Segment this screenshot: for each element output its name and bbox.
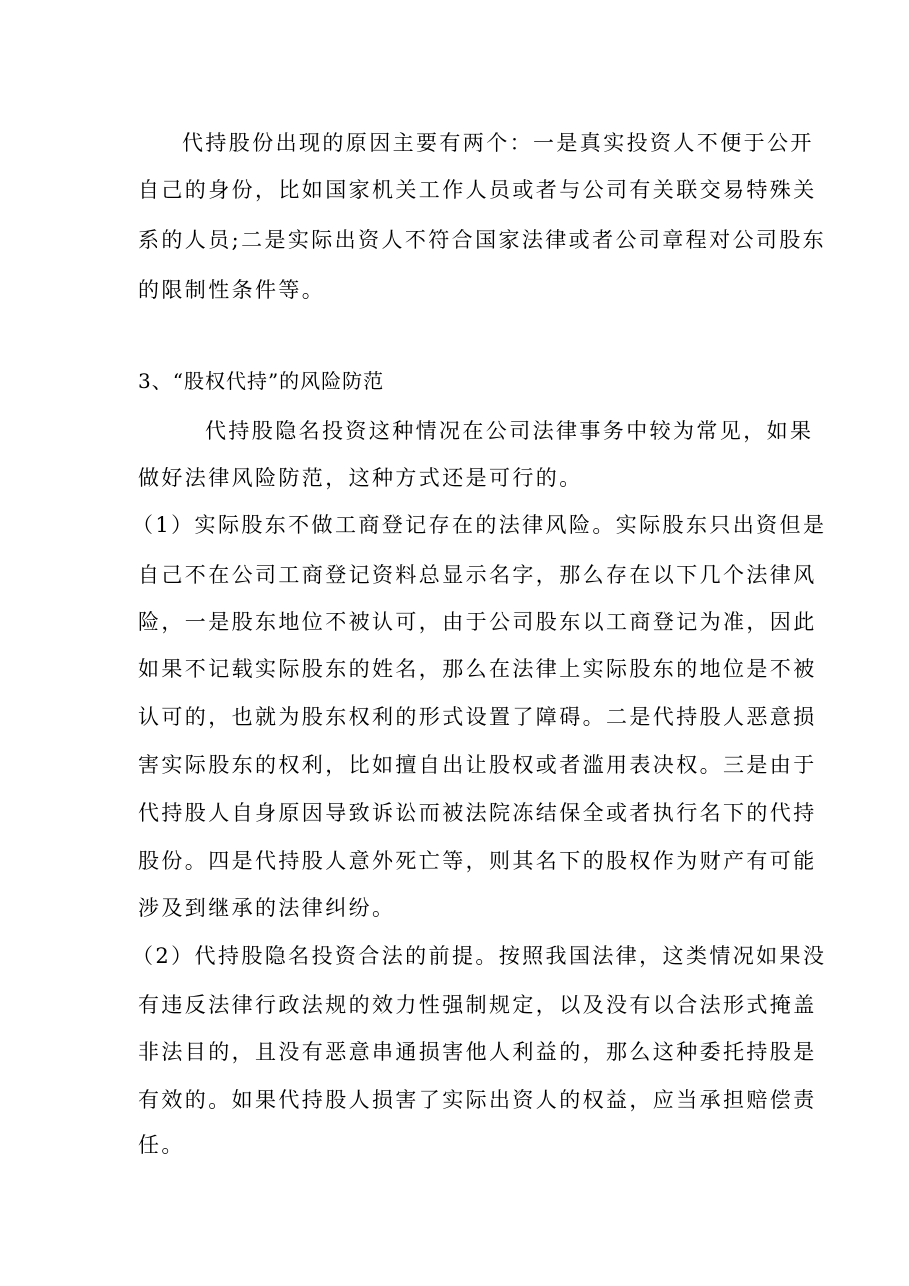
paragraph-1-line-2: 自己的身份，比如国家机关工作人员或者与公司有关联交易特殊关 [138,178,817,202]
paragraph-4-line-5: 任。 [138,1133,185,1157]
paragraph-3-line-2: 自己不在公司工商登记资料总显示名字，那么存在以下几个法律风 [138,563,817,587]
paragraph-3-line-5: 认可的，也就为股东权利的形式设置了障碍。二是代持股人恶意损 [138,705,817,729]
paragraph-4-line-1: （2）代持股隐名投资合法的前提。按照我国法律，这类情况如果没 [132,944,827,968]
paragraph-4-line-3: 非法目的，且没有恶意串通损害他人利益的，那么这种委托持股是 [138,1040,817,1064]
paragraph-1-line-4: 的限制性条件等。 [138,278,326,302]
section-heading: 3、“股权代持”的风险防范 [138,369,385,393]
paragraph-4-line-4: 有效的。如果代持股人损害了实际出资人的权益，应当承担赔偿责 [138,1088,817,1112]
paragraph-3-line-7: 代持股人自身原因导致诉讼而被法院冻结保全或者执行名下的代持 [138,801,817,825]
paragraph-1-line-3: 系的人员;二是实际出资人不符合国家法律或者公司章程对公司股东 [138,228,827,252]
paragraph-3-line-1: （1）实际股东不做工商登记存在的法律风险。实际股东只出资但是 [132,513,827,537]
paragraph-2-line-1: 代持股隐名投资这种情况在公司法律事务中较为常见，如果 [205,419,814,443]
paragraph-4-line-2: 有违反法律行政法规的效力性强制规定，以及没有以合法形式掩盖 [138,993,817,1017]
paragraph-1-line-1: 代持股份出现的原因主要有两个：一是真实投资人不便于公开 [182,131,814,155]
paragraph-3-line-9: 涉及到继承的法律纠纷。 [138,896,396,920]
paragraph-2-line-2: 做好法律风险防范，这种方式还是可行的。 [138,466,583,490]
paragraph-3-line-3: 险，一是股东地位不被认可，由于公司股东以工商登记为准，因此 [138,610,817,634]
paragraph-3-line-4: 如果不记载实际股东的姓名，那么在法律上实际股东的地位是不被 [138,657,817,681]
paragraph-3-line-8: 股份。四是代持股人意外死亡等，则其名下的股权作为财产有可能 [138,849,817,873]
paragraph-3-line-6: 害实际股东的权利，比如擅自出让股权或者滥用表决权。三是由于 [138,753,817,777]
